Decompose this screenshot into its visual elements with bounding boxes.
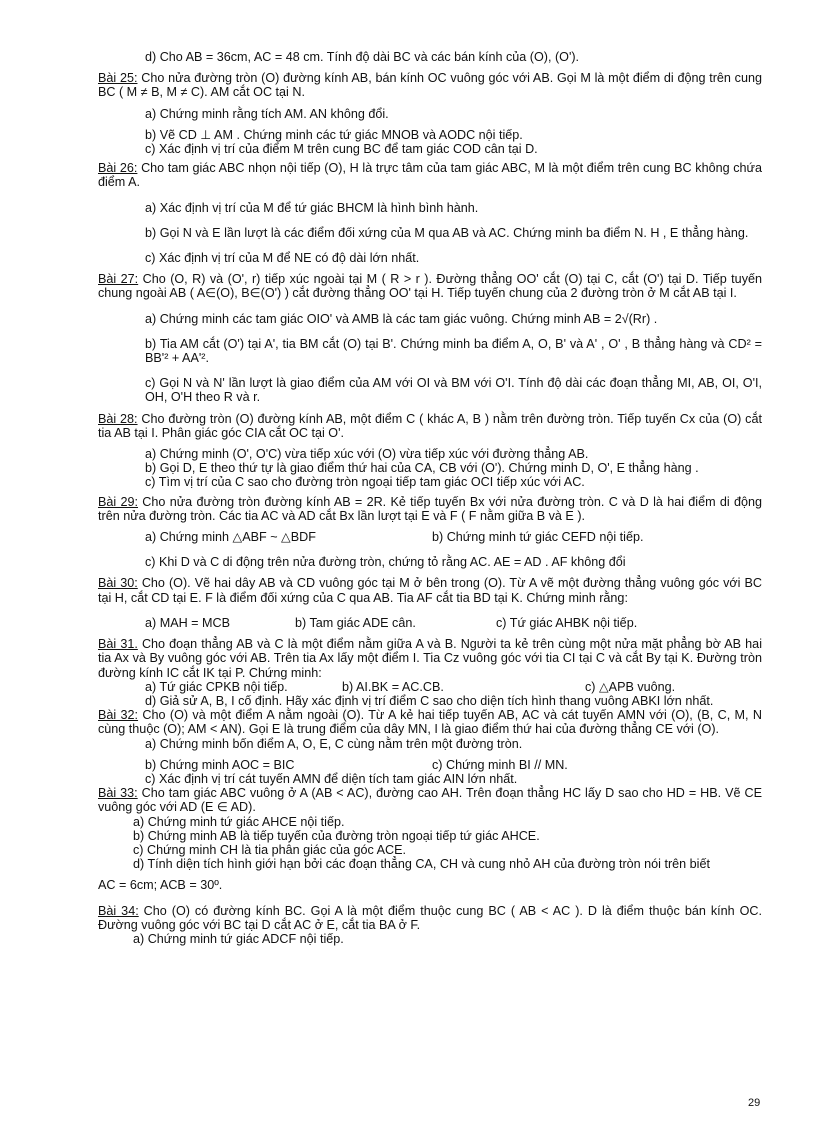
b32-statement xyxy=(98,708,762,736)
b29-part-a: a) Chứng minh △ABF ~ △BDF xyxy=(145,530,316,545)
b34-text: Cho (O) có đường kính BC. Gọi A là một điểm thuộc cung BC ( AB < AC ). D là điểm thuộc bán kính OC. Đường vuông góc với BC tại D cắt AC ở E, cắt tia BA ở F. xyxy=(98,903,762,932)
b30-statement xyxy=(98,576,762,604)
problem-statement xyxy=(98,272,762,300)
b31-parts-row xyxy=(98,680,762,694)
problem-part xyxy=(98,312,762,326)
b30-label: Bài 30: xyxy=(98,576,138,591)
paragraph-text: Cho đường tròn (O) đường kính AB, một điểm C ( khác A, B ) nằm trên đường tròn. Tiếp tuyến Cx của (O) cắt tia AB tại I. Phân giác góc CIA cắt OC tại O'. xyxy=(98,411,762,440)
problem-statement xyxy=(98,412,762,440)
b30-part-b: b) Tam giác ADE cân. xyxy=(295,615,416,630)
b32-text: Cho (O) và một điểm A nằm ngoài (O). Từ A kẻ hai tiếp tuyến AB, AC và cát tuyến AMN với (O), (B, C, M, N cùng thuộc (O); AM < AN). Gọi E là trung điểm của dây MN, I là giao điểm thứ hai của đường thẳng CE với (O). xyxy=(98,708,762,737)
problem-part xyxy=(98,226,762,240)
paragraph-text: c) Gọi N và N' lần lượt là giao điểm của AM với OI và BM với O'I. Tính độ dài các đoạn thẳng MI, AB, OI, O'I, OH, O'H theo R và r. xyxy=(145,376,762,405)
b32-part-c-bi: c) Chứng minh BI // MN. xyxy=(432,757,568,772)
b31-part-d: d) Giả sử A, B, I cố định. Hãy xác định vị trí điểm C sao cho diện tích hình thang vuông ABKI lớn nhất. xyxy=(145,693,714,708)
problem-part xyxy=(98,461,762,475)
problem-label: Bài 26: xyxy=(98,161,138,176)
paragraph-text: a) Chứng minh các tam giác OIO' và AMB là các tam giác vuông. Chứng minh AB = 2√(Rr) . xyxy=(145,311,658,326)
paragraph-text: c) Xác định vị trí của M để NE có độ dài lớn nhất. xyxy=(145,251,420,266)
b32-part-c: c) Xác định vị trí cát tuyến AMN để diện tích tam giác AIN lớn nhất. xyxy=(145,771,518,786)
paragraph-text: Cho nửa đường tròn (O) đường kính AB, bán kính OC vuông góc với AB. Gọi M là một điểm di động trên cung BC ( M ≠ B, M ≠ C). AM cắt OC tại N. xyxy=(98,71,762,100)
b33-text: Cho tam giác ABC vuông ở A (AB < AC), đường cao AH. Trên đoạn thẳng HC lấy D sao cho HD = HB. Vẽ CE vuông góc với AD (E ∈ AD). xyxy=(98,786,762,815)
b30-part-c: c) Tứ giác AHBK nội tiếp. xyxy=(496,615,638,630)
b33-part-a: a) Chứng minh tứ giác AHCE nội tiếp. xyxy=(133,814,345,829)
paragraph-text: b) Tia AM cắt (O') tại A', tia BM cắt (O) tại B'. Chứng minh ba điểm A, O, B' và A' , O' , B thẳng hàng và CD² = BB'² + AA'². xyxy=(145,336,762,366)
b31-part-c: c) △APB vuông. xyxy=(585,679,676,694)
problem-label: Bài 25: xyxy=(98,71,138,86)
problem-statement xyxy=(98,161,762,189)
b33-given: AC = 6cm; ACB = 30º. xyxy=(98,878,223,893)
problem-statement xyxy=(98,495,762,523)
problem-part xyxy=(98,142,762,156)
b32-part-a: a) Chứng minh bốn điểm A, O, E, C cùng nằm trên một đường tròn. xyxy=(145,736,523,751)
b29-row1 xyxy=(98,530,762,544)
problem-part xyxy=(98,251,762,265)
problem-part xyxy=(98,50,762,64)
paragraph-text: a) Xác định vị trí của M để tứ giác BHCM là hình bình hành. xyxy=(145,200,479,215)
paragraph-text: Cho tam giác ABC nhọn nội tiếp (O), H là trực tâm của tam giác ABC, M là một điểm trên cung BC không chứa điểm A. xyxy=(98,161,762,190)
b31-label: Bài 31. xyxy=(98,637,138,652)
b33-part-b: b) Chứng minh AB là tiếp tuyến của đường tròn ngoại tiếp tứ giác AHCE. xyxy=(133,828,540,843)
problem-label: Bài 27: xyxy=(98,272,139,287)
paragraph-text: Cho (O, R) và (O', r) tiếp xúc ngoài tại M ( R > r ). Đường thẳng OO' cắt (O) tại C, cắt (O') tại D. Tiếp tuyến chung ngoài AB ( A∈(O), B∈(O') ) cắt đường thẳng OO' tại H. Tiếp tuyến chung của 2 đường tròn ở M cắt AB tại I. xyxy=(98,272,762,301)
problem-statement xyxy=(98,71,762,99)
problem-part xyxy=(98,447,762,461)
problem-label: Bài 28: xyxy=(98,411,138,426)
b32-parts-row xyxy=(98,758,762,772)
paragraph-text: b) Gọi N và E lần lượt là các điểm đối xứng của M qua AB và AC. Chứng minh ba điểm N. H , E thẳng hàng. xyxy=(145,225,749,240)
b33-statement xyxy=(98,786,762,814)
b31-text: Cho đoạn thẳng AB và C là một điểm nằm giữa A và B. Người ta kẻ trên cùng một nửa mặt phẳng bờ AB hai tia Ax và By vuông góc với AB. Trên tia Ax lấy một điểm I. Tia Cz vuông góc với tia CI tại C và cắt By tại K. Đường tròn đường kính IC cắt IK tại P. Chứng minh: xyxy=(98,637,762,680)
problem-part xyxy=(98,337,762,365)
paragraph-text: Cho nửa đường tròn đường kính AB = 2R. Kẻ tiếp tuyến Bx với nửa đường tròn. C và D là hai điểm di động trên nửa đường tròn. Các tia AC và AD cắt Bx lần lượt tại E và F ( F nằm giữa B và E ). xyxy=(98,494,762,523)
paragraph-text: a) Chứng minh (O', O'C) vừa tiếp xúc với (O) vừa tiếp xúc với đường thẳng AB. xyxy=(145,447,589,462)
b32-label: Bài 32: xyxy=(98,708,139,723)
paragraph-text: c) Xác định vị trí của điểm M trên cung BC để tam giác COD cân tại D. xyxy=(145,142,538,157)
b29-part-b: b) Chứng minh tứ giác CEFD nội tiếp. xyxy=(432,530,644,545)
b33-part-c: c) Chứng minh CH là tia phân giác của góc ACE. xyxy=(133,842,407,857)
paragraph-text: a) Chứng minh rằng tích AM. AN không đổi. xyxy=(145,106,389,121)
b31-statement xyxy=(98,637,762,680)
problem-part xyxy=(98,201,762,215)
problem-part xyxy=(98,128,762,142)
b32-part-b: b) Chứng minh AOC = BIC xyxy=(145,757,295,772)
b30-parts-row xyxy=(98,616,762,630)
page-number: 29 xyxy=(748,1097,761,1109)
paragraph-text: d) Cho AB = 36cm, AC = 48 cm. Tính độ dài BC và các bán kính của (O), (O'). xyxy=(145,50,580,64)
problem-part xyxy=(98,107,762,121)
problem-label: Bài 29: xyxy=(98,494,139,509)
b30-part-a: a) MAH = MCB xyxy=(145,615,231,630)
b33-label: Bài 33: xyxy=(98,786,138,801)
paragraph-text: c) Tìm vị trí của C sao cho đường tròn ngoại tiếp tam giác OCI tiếp xúc với AC. xyxy=(145,475,585,490)
problem-part xyxy=(98,475,762,489)
b34-statement xyxy=(98,904,762,932)
b31-part-b: b) AI.BK = AC.CB. xyxy=(342,679,444,694)
b34-label: Bài 34: xyxy=(98,903,139,918)
b29-part-c: c) Khi D và C di động trên nửa đường tròn, chứng tỏ rằng AC. AE = AD . AF không đổi xyxy=(145,555,626,570)
document-page xyxy=(98,50,762,946)
b31-part-a: a) Tứ giác CPKB nội tiếp. xyxy=(145,679,288,694)
paragraph-text: b) Vẽ CD ⊥ AM . Chứng minh các tứ giác MNOB và AODC nội tiếp. xyxy=(145,127,523,142)
b34-part-a: a) Chứng minh tứ giác ADCF nội tiếp. xyxy=(133,931,344,946)
b33-part-d: d) Tính diện tích hình giới hạn bởi các đoạn thẳng CA, CH và cung nhỏ AH của đường tròn nói trên biết xyxy=(133,857,710,872)
b30-text: Cho (O). Vẽ hai dây AB và CD vuông góc tại M ở bên trong (O). Từ A vẽ một đường thẳng vuông góc với BC tại H, cắt CD tại E. F là điểm đối xứng của C qua AB. Tia AF cắt tia BD tại K. Chứng minh rằng: xyxy=(98,576,762,605)
paragraph-text: b) Gọi D, E theo thứ tự là giao điểm thứ hai của CA, CB với (O'). Chứng minh D, O', E thẳng hàng . xyxy=(145,461,699,476)
text-flow xyxy=(98,50,762,523)
problem-part xyxy=(98,376,762,404)
